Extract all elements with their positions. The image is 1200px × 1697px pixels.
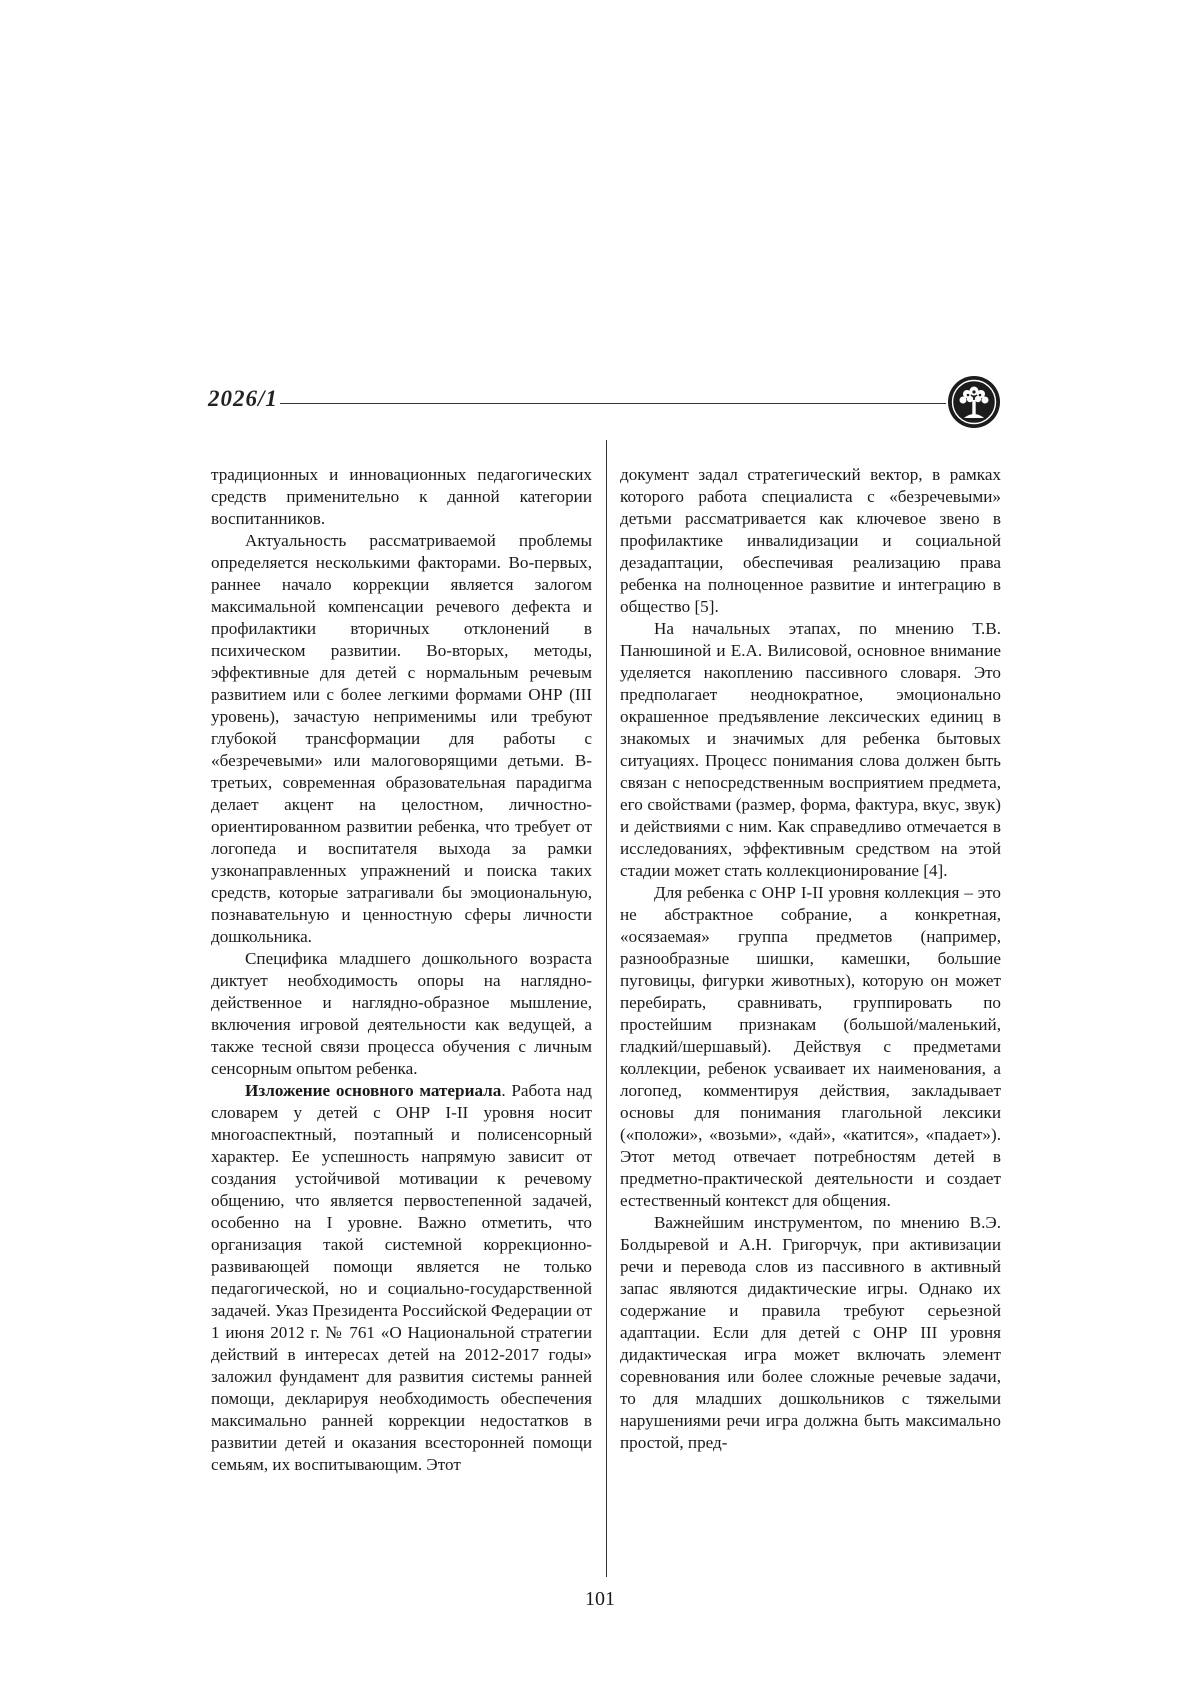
left-column [211,464,592,1476]
paragraph: Важнейшим инструментом, по мнению В.Э. Болдыревой и А.Н. Григорчук, при активизации речи и перевода слов из пассивного в активный запас являются дидактические игры. Однако их содержание и правила требуют серьезной адаптации. Если для детей с ОНР III уровня дидактическая игра может включать элемент соревнования или более сложные речевые задачи, то для младших дошкольников с тяжелыми нарушениями речи игра должна быть максимально простой, пред- [620,1213,1001,1452]
paragraph: Для ребенка с ОНР I-II уровня коллекция – это не абстрактное собрание, а конкретная, «осязаемая» группа предметов (например, разнообразные шишки, камешки, большие пуговицы, фигурки животных), которую он может перебирать, сравнивать, группировать по простейшим признакам (большой/маленький, гладкий/шершавый). Действуя с предметами коллекции, ребенок усваивает их наименования, а логопед, комментируя действия, закладывает основы для понимания глагольной лексики («положи», «возьми», «дай», «катится», «падает»). Этот метод отвечает потребностям детей в предметно-практической деятельности и создает естественный контекст для общения. [620,883,1001,1210]
header-rule [280,403,946,404]
paragraph: Специфика младшего дошкольного возраста диктует необходимость опоры на наглядно-действенное и наглядно-образное мышление, включения игровой деятельности как ведущей, а также тесной связи процесса обучения с личным сенсорным опытом ребенка. [211,949,592,1078]
running-header [208,374,1008,424]
paragraph: документ задал стратегический вектор, в рамках которого работа специалиста с «безречевыми» детьми рассматривается как ключевое звено в профилактике инвалидизации и социальной дезадаптации, обеспечивая реализацию права ребенка на полноценное развитие и интеграцию в общество [5]. [620,465,1001,616]
paragraph: На начальных этапах, по мнению Т.В. Панюшиной и Е.А. Вилисовой, основное внимание уделяется накоплению пассивного словаря. Это предполагает неоднократное, эмоционально окрашенное предъявление лексических единиц в знакомых и значимых для ребенка бытовых ситуациях. Процесс понимания слова должен быть связан с непосредственным восприятием предмета, его свойствами (размер, форма, фактура, вкус, звук) и действиями с ним. Как справедливо отмечается в исследованиях, эффективным средством на этой стадии может стать коллекционирование [4]. [620,619,1001,880]
paragraph-text: . Работа над словарем у детей с ОНР I-II уровня носит многоаспектный, поэтапный и полисенсорный характер. Ее успешность напрямую зависит от создания устойчивой мотивации к речевому общению, что является первостепенной задачей, особенно на I уровне. Важно отметить, что организация такой системной коррекционно-развивающей помощи является не только педагогической, но и социально-государственной задачей. Указ Президента Российской Федерации от 1 июня 2012 г. № 761 «О Национальной стратегии действий в интересах детей на 2012-2017 годы» заложил фундамент для развития системы ранней помощи, декларируя необходимость обеспечения максимально ранней коррекции недостатков в развитии детей и оказания всесторонней помощи семьям, их воспитывающим. Этот [211,1081,593,1474]
page-number: 101 [585,1588,615,1610]
issue-label: 2026/1 [208,386,278,411]
section-heading: Изложение основного материала [245,1081,502,1100]
tree-emblem-icon [946,374,1002,430]
paragraph: традиционных и инновационных педагогических средств применительно к данной категории воспитанников. [211,465,592,528]
right-column [620,464,1001,1454]
paragraph [211,1080,592,1476]
paragraph: Актуальность рассматриваемой проблемы определяется несколькими факторами. Во-первых, раннее начало коррекции является залогом максимальной компенсации речевого дефекта и профилактики вторичных отклонений в психическом развитии. Во-вторых, методы, эффективные для детей с нормальным речевым развитием или с более легкими формами ОНР (III уровень), зачастую неприменимы или требуют глубокой трансформации для работы с «безречевыми» или малоговорящими детьми. В-третьих, современная образовательная парадигма делает акцент на целостном, личностно-ориентированном развитии ребенка, что требует от логопеда и воспитателя выхода за рамки узконаправленных упражнений и поиска таких средств, которые затрагивали бы эмоциональную, познавательную и ценностную сферы личности дошкольника. [211,531,592,946]
column-divider [606,440,607,1577]
